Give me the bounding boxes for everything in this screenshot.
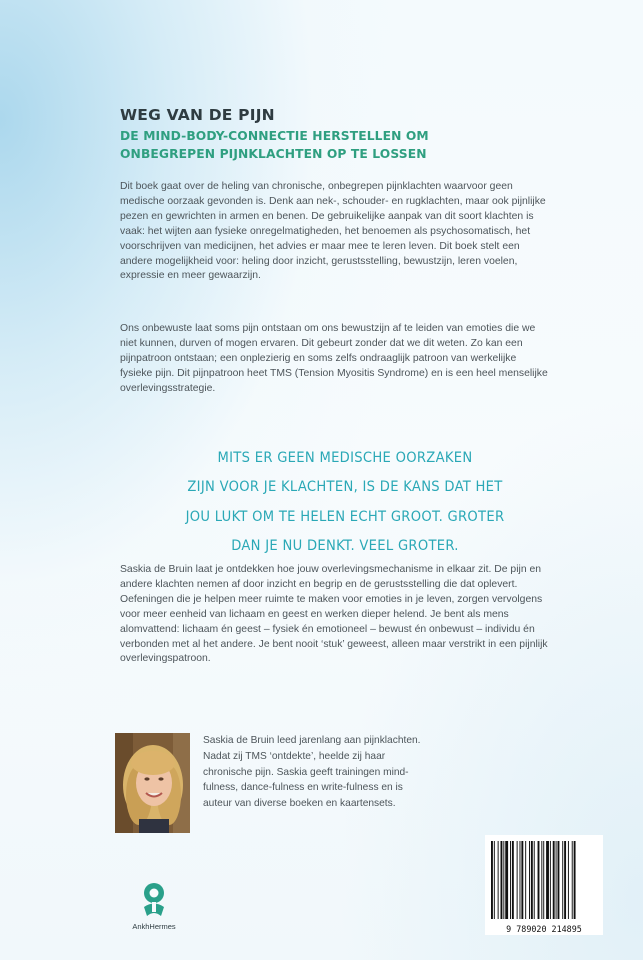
quote-line: MITS ER GEEN MEDISCHE OORZAKEN xyxy=(217,449,473,466)
ankh-icon xyxy=(129,880,179,922)
isbn-number: 9 789020 214895 xyxy=(506,924,582,934)
isbn-barcode xyxy=(485,835,603,935)
blurb-paragraph-1: Dit boek gaat over de heling van chronische, onbegrepen pijnklachten waarvoor geen medische oorzaak gevonden is. Denk aan nek-, schouder- en rugklachten, maar ook pijnlijke pezen en gewrichten in armen en benen. De gebruikelijke aanpak van dit soort klachten is vaak: het wijten aan fysieke onregelmatigheden, het benoemen als psychosomatisch, het voorschrijven van medicijnen, het advies er maar mee te leren leven. Dit boek stelt een andere mogelijkheid voor: heling door inzicht, gerustsstelling, bewustzijn, leren voelen, expressie en meer gewaarzijn. xyxy=(120,181,546,282)
author-photo xyxy=(115,733,190,833)
subtitle-line: ONBEGREPEN PIJNKLACHTEN OP TE LOSSEN xyxy=(120,147,427,161)
pull-quote xyxy=(120,443,570,560)
heading-block xyxy=(120,106,560,163)
publisher-logo xyxy=(129,880,179,940)
quote-line: DAN JE NU DENKT. VEEL GROTER. xyxy=(231,536,459,554)
book-title: WEG VAN DE PIJN xyxy=(120,106,275,124)
author-bio: Saskia de Bruin leed jarenlang aan pijnklachten. Nadat zij TMS ‘ontdekte’, heelde zij haar chronische pijn. Saskia geeft trainingen mind-fulness, dance-fulness en write-fulness en is auteur van diverse boeken en kaartensets. xyxy=(203,735,421,810)
blurb-paragraph-2: Ons onbewuste laat soms pijn ontstaan om ons bewustzijn af te leiden van emoties die we niet kunnen, durven of mogen ervaren. Dit gebeurt zonder dat we dit weten. Zo kan een pijnpatroon ontstaan; een onplezierig en soms zelfs ondraaglijk patroon van werkelijke fysieke pijn. Dit pijnpatroon heet TMS (Tension Myositis Syndrome) en is een heel menselijke overlevingsstrategie. xyxy=(120,323,548,394)
author-portrait-illustration xyxy=(115,733,190,833)
book-subtitle xyxy=(120,127,560,163)
barcode-bars xyxy=(485,835,603,921)
publisher-name: AnkhHermes xyxy=(132,922,176,931)
blurb-paragraph-3: Saskia de Bruin laat je ontdekken hoe jouw overlevingsmechanisme in elkaar zit. De pijn en andere klachten nemen af door inzicht en begrip en de gerustsstelling die dat oplevert. Oefeningen die je helpen meer ruimte te maken voor emoties in je leven, zorgen vervolgens voor meer eenheid van lichaam en geest en werken dieper helend. Je bent als mens alomvattend: lichaam én geest – fysiek én emotioneel – bewust én onbewust – individu én verbonden met al het andere. Je bent nooit ‘stuk’ geweest, alleen maar verstrikt in een pijnlijk overlevingspatroon. xyxy=(120,564,548,665)
quote-line: JOU LUKT OM TE HELEN ECHT GROOT. GROTER xyxy=(185,507,505,525)
subtitle-line: DE MIND-BODY-CONNECTIE HERSTELLEN OM xyxy=(120,129,429,143)
quote-line: ZIJN VOOR JE KLACHTEN, IS DE KANS DAT HET xyxy=(187,478,503,496)
